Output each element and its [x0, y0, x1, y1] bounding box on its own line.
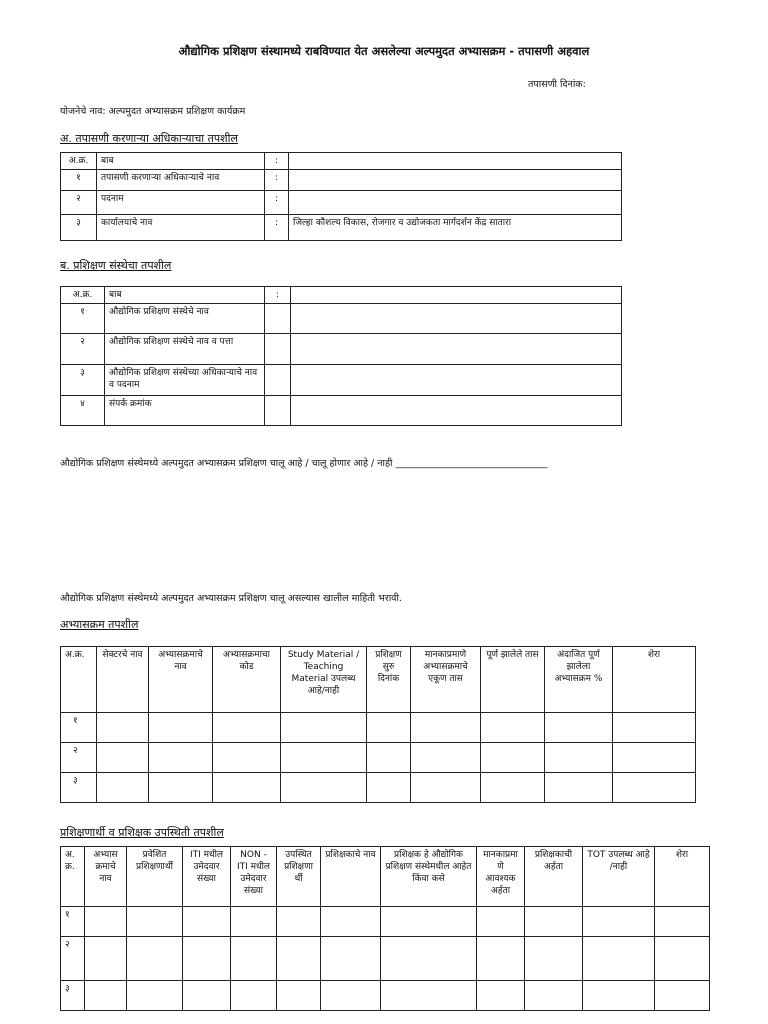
- row-label: औद्योगिक प्रशिक्षण संस्थेचे नाव: [105, 304, 265, 334]
- header-cell: अ. क्र.: [61, 847, 85, 907]
- header-cell: :: [265, 153, 289, 170]
- row-colon: :: [265, 170, 289, 191]
- header-cell: [291, 287, 622, 304]
- page-title: औद्योगिक प्रशिक्षण संस्थामध्ये राबविण्यात येत असलेल्या अल्पमुदत अभ्यासक्रम - तपासणी अहवाल: [178, 44, 590, 58]
- table-cell[interactable]: [481, 773, 545, 803]
- table-row: [61, 937, 710, 981]
- table-cell[interactable]: [213, 743, 281, 773]
- header-cell: अभ्यासक्रमाचे नाव: [149, 647, 213, 713]
- header-cell: उपस्थित प्रशिक्षणा र्थी: [277, 847, 321, 907]
- table-row: [61, 215, 622, 241]
- row-number: ३: [61, 215, 97, 241]
- row-number: १: [61, 304, 105, 334]
- table-cell[interactable]: [381, 981, 477, 1011]
- header-cell: अ.क्र.: [61, 287, 105, 304]
- header-cell: प्रशिक्षकाचे नाव: [321, 847, 381, 907]
- row-label: तपासणी करणाऱ्या अधिकाऱ्याचे नाव: [97, 170, 265, 191]
- table-row: [61, 365, 622, 396]
- table-cell[interactable]: [281, 713, 367, 743]
- table-cell[interactable]: [411, 773, 481, 803]
- table-row: [61, 334, 622, 365]
- row-number: २: [61, 743, 97, 773]
- table-header-row: [61, 647, 696, 713]
- table-row: [61, 713, 696, 743]
- header-cell: TOT उपलब्ध आहे /नाही: [583, 847, 655, 907]
- header-cell: प्रवेशित प्रशिक्षणार्थी: [127, 847, 183, 907]
- row-value[interactable]: [291, 396, 622, 426]
- table-header-row: [61, 287, 622, 304]
- table-cell[interactable]: [545, 713, 613, 743]
- header-cell: :: [265, 287, 291, 304]
- table-cell[interactable]: [583, 937, 655, 981]
- table-row: [61, 907, 710, 937]
- institute-details-table: [60, 286, 622, 426]
- table-cell[interactable]: [613, 743, 696, 773]
- header-cell: प्रशिक्षकाची अर्हता: [525, 847, 583, 907]
- row-number: ३: [61, 773, 97, 803]
- table-cell[interactable]: [655, 937, 710, 981]
- row-number: ३: [61, 365, 105, 396]
- header-cell: अ.क्र.: [61, 153, 97, 170]
- table-cell[interactable]: [367, 773, 411, 803]
- table-row: [61, 773, 696, 803]
- table-cell[interactable]: [277, 981, 321, 1011]
- header-cell: अभ्यासक्रमाचा कोड: [213, 647, 281, 713]
- table-cell[interactable]: [381, 937, 477, 981]
- table-cell[interactable]: [85, 981, 127, 1011]
- table-cell[interactable]: [655, 981, 710, 1011]
- header-cell: अ.क्र.: [61, 647, 97, 713]
- header-cell: ITI मधील उमेदवार संख्या: [183, 847, 231, 907]
- attendance-details-table: [60, 846, 710, 1011]
- row-label: पदनाम: [97, 191, 265, 215]
- table-cell[interactable]: [183, 981, 231, 1011]
- row-colon: [265, 396, 291, 426]
- training-status-line: औद्योगिक प्रशिक्षण संस्थेमध्ये अल्पमुदत अभ्यासक्रम प्रशिक्षण चालू आहे / चालू होणार आहे / नाही ________________________________: [60, 458, 548, 469]
- table-cell[interactable]: [545, 773, 613, 803]
- table-cell[interactable]: [381, 907, 477, 937]
- officer-details-table: [60, 152, 622, 241]
- table-cell[interactable]: [583, 981, 655, 1011]
- row-colon: [265, 334, 291, 365]
- table-cell[interactable]: [213, 713, 281, 743]
- header-cell: शेरा: [613, 647, 696, 713]
- header-cell: अंदाजित पूर्ण झालेला अभ्यासक्रम %: [545, 647, 613, 713]
- row-value[interactable]: [289, 191, 622, 215]
- row-label: औद्योगिक प्रशिक्षण संस्थेचे नाव व पत्ता: [105, 334, 265, 365]
- row-value[interactable]: [291, 365, 622, 396]
- table-cell[interactable]: [367, 743, 411, 773]
- row-colon: [265, 304, 291, 334]
- table-cell[interactable]: [525, 937, 583, 981]
- header-cell: Study Material / Teaching Material उपलब्ध आहे/नाही: [281, 647, 367, 713]
- row-label: संपर्क क्रमांक: [105, 396, 265, 426]
- table-cell[interactable]: [127, 907, 183, 937]
- table-cell[interactable]: [281, 743, 367, 773]
- fill-info-note: औद्योगिक प्रशिक्षण संस्थेमध्ये अल्पमुदत अभ्यासक्रम प्रशिक्षण चालू असल्यास खालील माहिती भरावी.: [60, 593, 402, 604]
- header-cell: NON - ITI मधील उमेदवार संख्या: [231, 847, 277, 907]
- table-cell[interactable]: [231, 907, 277, 937]
- section-b-heading: ब. प्रशिक्षण संस्थेचा तपशील: [60, 259, 172, 272]
- table-cell[interactable]: [85, 937, 127, 981]
- table-cell[interactable]: [97, 773, 149, 803]
- table-cell[interactable]: [545, 743, 613, 773]
- table-cell[interactable]: [213, 773, 281, 803]
- table-cell[interactable]: [183, 907, 231, 937]
- table-cell[interactable]: [367, 713, 411, 743]
- header-cell: पूर्ण झालेले तास: [481, 647, 545, 713]
- table-header-row: [61, 153, 622, 170]
- header-cell: अभ्यास क्रमाचे नाव: [85, 847, 127, 907]
- table-cell[interactable]: [149, 773, 213, 803]
- header-cell: बाब: [105, 287, 265, 304]
- table-cell[interactable]: [411, 743, 481, 773]
- inspection-date-label: तपासणी दिनांक:: [528, 79, 586, 90]
- header-cell: प्रशिक्षक हे औद्योगिक प्रशिक्षण संस्थेमधील आहेत किंवा कसे: [381, 847, 477, 907]
- row-colon: :: [265, 215, 289, 241]
- table-cell[interactable]: [655, 907, 710, 937]
- header-cell: [289, 153, 622, 170]
- table-cell[interactable]: [321, 981, 381, 1011]
- row-label: कार्यालयाचे नाव: [97, 215, 265, 241]
- row-colon: :: [265, 191, 289, 215]
- course-details-table: [60, 646, 696, 803]
- table-cell[interactable]: [481, 743, 545, 773]
- table-cell[interactable]: [525, 907, 583, 937]
- row-value[interactable]: जिल्हा कौशल्य विकास, रोजगार व उद्योजकता मार्गदर्शन केंद्र सातारा: [289, 215, 622, 241]
- row-number: १: [61, 713, 97, 743]
- table-cell[interactable]: [613, 713, 696, 743]
- table-cell[interactable]: [477, 907, 525, 937]
- table-cell[interactable]: [183, 937, 231, 981]
- row-label: औद्योगिक प्रशिक्षण संस्थेच्या अधिकाऱ्याचे नाव व पदनाम: [105, 365, 265, 396]
- row-colon: [265, 365, 291, 396]
- table-cell[interactable]: [525, 981, 583, 1011]
- table-cell[interactable]: [281, 773, 367, 803]
- table-cell[interactable]: [481, 713, 545, 743]
- table-cell[interactable]: [97, 743, 149, 773]
- row-value[interactable]: [291, 334, 622, 365]
- table-header-row: [61, 847, 710, 907]
- row-number: १: [61, 170, 97, 191]
- table-cell[interactable]: [477, 937, 525, 981]
- table-cell[interactable]: [127, 981, 183, 1011]
- row-number: २: [61, 937, 85, 981]
- row-number: ३: [61, 981, 85, 1011]
- header-cell: सेक्टरचे नाव: [97, 647, 149, 713]
- table-cell[interactable]: [149, 713, 213, 743]
- row-value[interactable]: [291, 304, 622, 334]
- attendance-section-heading: प्रशिक्षणार्थी व प्रशिक्षक उपस्थिती तपशील: [60, 826, 224, 839]
- table-cell[interactable]: [277, 907, 321, 937]
- header-cell: प्रशिक्षण सुरु दिनांक: [367, 647, 411, 713]
- table-cell[interactable]: [85, 907, 127, 937]
- table-cell[interactable]: [321, 907, 381, 937]
- table-row: [61, 304, 622, 334]
- table-row: [61, 396, 622, 426]
- table-cell[interactable]: [411, 713, 481, 743]
- table-cell[interactable]: [583, 907, 655, 937]
- table-row: [61, 170, 622, 191]
- header-cell: बाब: [97, 153, 265, 170]
- table-cell[interactable]: [97, 713, 149, 743]
- table-cell[interactable]: [277, 937, 321, 981]
- table-row: [61, 981, 710, 1011]
- row-number: २: [61, 334, 105, 365]
- row-number: १: [61, 907, 85, 937]
- table-cell[interactable]: [127, 937, 183, 981]
- row-number: ४: [61, 396, 105, 426]
- header-cell: मानकाप्रमा णे आवश्यक अर्हता: [477, 847, 525, 907]
- header-cell: शेरा: [655, 847, 710, 907]
- row-number: २: [61, 191, 97, 215]
- scheme-name: योजनेचे नाव: अल्पमुदत अभ्यासक्रम प्रशिक्षण कार्यक्रम: [60, 106, 246, 117]
- header-cell: मानकाप्रमाणे अभ्यासक्रमाचे एकूण तास: [411, 647, 481, 713]
- table-cell[interactable]: [613, 773, 696, 803]
- table-cell[interactable]: [231, 937, 277, 981]
- table-cell[interactable]: [477, 981, 525, 1011]
- section-a-heading: अ. तपासणी करणाऱ्या अधिकाऱ्याचा तपशील: [60, 132, 238, 145]
- row-value[interactable]: [289, 170, 622, 191]
- course-section-heading: अभ्यासक्रम तपशील: [60, 618, 139, 631]
- table-row: [61, 743, 696, 773]
- table-cell[interactable]: [149, 743, 213, 773]
- table-cell[interactable]: [231, 981, 277, 1011]
- table-cell[interactable]: [321, 937, 381, 981]
- table-row: [61, 191, 622, 215]
